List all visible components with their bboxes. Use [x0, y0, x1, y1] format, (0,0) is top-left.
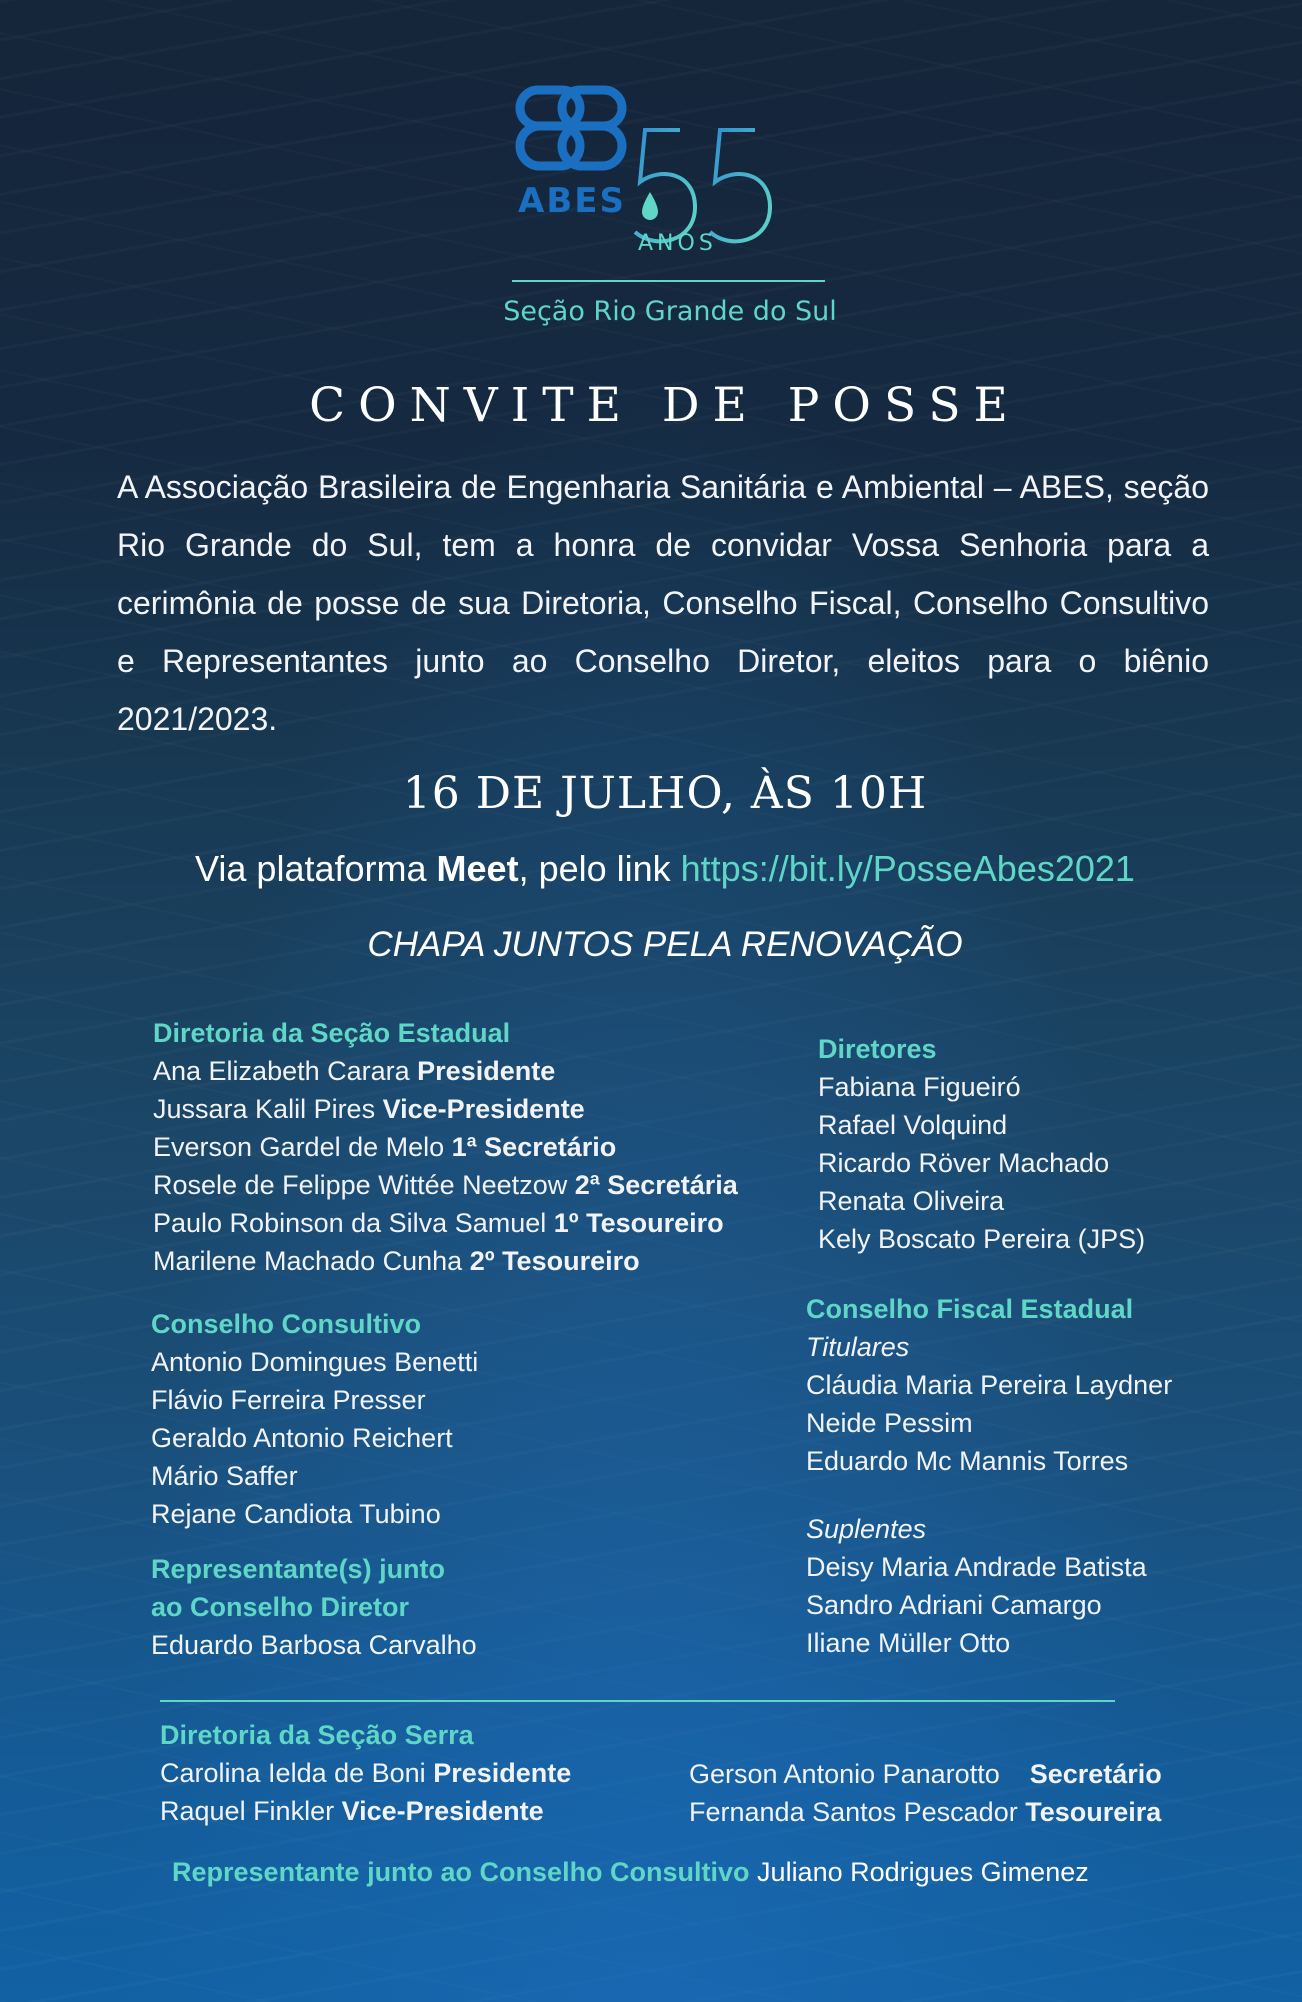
member-name: Jussara Kalil Pires — [153, 1094, 383, 1124]
member-role: Vice-Presidente — [341, 1796, 544, 1826]
member-name: Fabiana Figueiró — [818, 1072, 1021, 1102]
section-heading: Representante(s) junto — [151, 1554, 446, 1584]
spacer — [806, 1480, 1172, 1510]
section-heading: Conselho Consultivo — [151, 1309, 421, 1339]
member-row — [153, 1166, 738, 1204]
section-heading: Conselho Fiscal Estadual — [806, 1294, 1134, 1324]
member-role: Secretário — [1029, 1759, 1162, 1789]
member-name: Iliane Müller Otto — [806, 1628, 1011, 1658]
section-heading-line2: ao Conselho Diretor — [151, 1592, 410, 1622]
diretores-block — [818, 1030, 1145, 1258]
member-name: Renata Oliveira — [818, 1186, 1005, 1216]
member-name: Carolina Ielda de Boni — [160, 1758, 434, 1788]
diretoria-estadual-block — [153, 1014, 738, 1280]
member-row — [153, 1242, 738, 1280]
member-row — [160, 1792, 571, 1830]
slate-name: CHAPA JUNTOS PELA RENOVAÇÃO — [367, 925, 963, 964]
rep-consultivo-name: Juliano Rodrigues Gimenez — [749, 1857, 1089, 1887]
member-name: Mário Saffer — [151, 1461, 298, 1491]
diretoria-serra-right-block — [689, 1755, 1162, 1831]
conselho-fiscal-block — [806, 1290, 1172, 1662]
member-name: Paulo Robinson da Silva Samuel — [153, 1208, 554, 1238]
member-role: Vice-Presidente — [382, 1094, 585, 1124]
member-name: Geraldo Antonio Reichert — [151, 1423, 453, 1453]
member-name: Flávio Ferreira Presser — [151, 1385, 426, 1415]
logo-brand-text: ABES — [518, 181, 626, 221]
member-name: Antonio Domingues Benetti — [151, 1347, 479, 1377]
member-name: Rejane Candiota Tubino — [151, 1499, 441, 1529]
suplentes-label: Suplentes — [806, 1514, 927, 1544]
logo-anos-text: ANOS — [638, 231, 717, 256]
member-row — [689, 1793, 1162, 1831]
rep-consultivo-label: Representante junto ao Conselho Consultivo — [172, 1857, 750, 1887]
member-row — [153, 1204, 738, 1242]
intro-paragraph: A Associação Brasileira de Engenharia Sanitária e Ambiental – ABES, seção Rio Grande do Sul, tem a honra de convidar Vossa Senhoria para a cerimônia de posse de sua Diretoria, Conselho Fiscal, Conselho Consultivo e Representantes junto ao Conselho Diretor, eleitos para o biênio 2021/2023. — [117, 469, 1209, 737]
member-name: Fernanda Santos Pescador — [689, 1797, 1026, 1827]
member-name: Rosele de Felippe Wittée Neetzow — [153, 1170, 575, 1200]
section-heading: Diretores — [818, 1034, 937, 1064]
member-role: Presidente — [433, 1758, 572, 1788]
meeting-info — [0, 848, 1302, 890]
member-name: Ana Elizabeth Carara — [153, 1056, 418, 1086]
event-date: 16 DE JULHO, ÀS 10H — [402, 768, 928, 819]
meet-middle: , pelo link — [518, 848, 681, 889]
logo-divider — [512, 280, 825, 282]
member-name: Kely Boscato Pereira (JPS) — [818, 1224, 1146, 1254]
member-name: Cláudia Maria Pereira Laydner — [806, 1370, 1173, 1400]
abes-55-anos-logo — [510, 82, 830, 262]
diretoria-serra-block — [160, 1716, 571, 1830]
member-name: Eduardo Barbosa Carvalho — [151, 1630, 477, 1660]
page-title: CONVITE DE POSSE — [309, 378, 1021, 433]
member-role: Presidente — [417, 1056, 556, 1086]
representantes-block — [151, 1550, 477, 1664]
member-name: Raquel Finkler — [160, 1796, 342, 1826]
section-divider — [160, 1700, 1115, 1702]
member-role: 1ª Secretário — [451, 1132, 617, 1162]
member-name: Sandro Adriani Camargo — [806, 1590, 1102, 1620]
member-name: Everson Gardel de Melo — [153, 1132, 452, 1162]
rep-consultivo-line — [172, 1857, 1089, 1888]
member-row — [689, 1755, 1162, 1793]
member-name: Deisy Maria Andrade Batista — [806, 1552, 1147, 1582]
member-name: Ricardo Röver Machado — [818, 1148, 1110, 1178]
meet-prefix: Via plataforma — [195, 848, 437, 889]
member-name: Eduardo Mc Mannis Torres — [806, 1446, 1129, 1476]
member-name: Rafael Volquind — [818, 1110, 1008, 1140]
member-role: 1º Tesoureiro — [553, 1208, 724, 1238]
member-role: 2ª Secretária — [574, 1170, 738, 1200]
section-heading: Diretoria da Seção Estadual — [153, 1018, 511, 1048]
member-name: Marilene Machado Cunha — [153, 1246, 470, 1276]
member-row — [153, 1090, 738, 1128]
member-role: 2º Tesoureiro — [469, 1246, 640, 1276]
member-role: Tesoureira — [1025, 1797, 1162, 1827]
section-name: Seção Rio Grande do Sul — [503, 296, 837, 327]
logo-88-mark — [520, 90, 622, 166]
water-drop-icon — [642, 192, 658, 220]
titulares-label: Titulares — [806, 1332, 910, 1362]
member-row — [153, 1052, 738, 1090]
conselho-consultivo-block — [151, 1305, 478, 1533]
meet-platform: Meet — [436, 848, 519, 889]
logo-55-mark — [635, 130, 770, 241]
member-name: Neide Pessim — [806, 1408, 973, 1438]
member-row — [160, 1754, 571, 1792]
meeting-link[interactable]: https://bit.ly/PosseAbes2021 — [680, 848, 1135, 889]
section-heading: Diretoria da Seção Serra — [160, 1720, 474, 1750]
member-row — [153, 1128, 738, 1166]
member-name: Gerson Antonio Panarotto — [689, 1759, 1030, 1789]
